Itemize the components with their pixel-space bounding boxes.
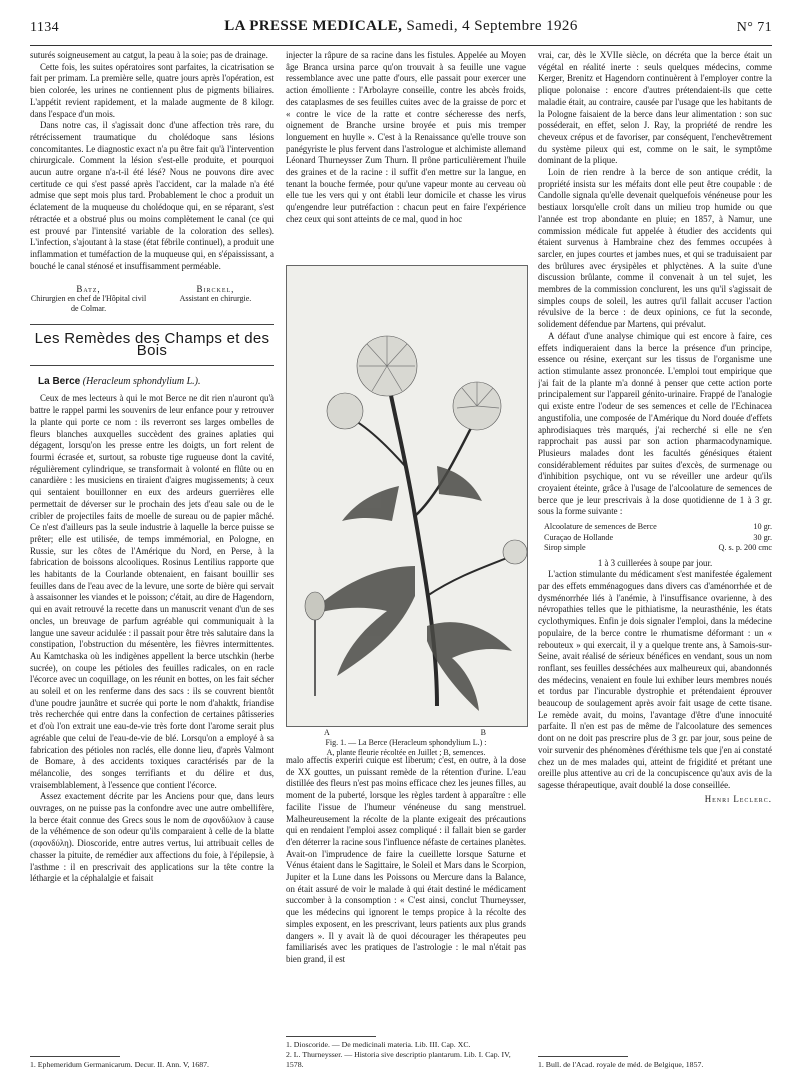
footnote-rule [30,1056,120,1057]
issue-date: Samedi, 4 Septembre 1926 [406,18,578,34]
signature-left [30,284,147,314]
section-rule [30,324,274,325]
paragraph: Ceux de mes lecteurs à qui le mot Berce ne dit rien n'auront qu'à battre le rappel parmi les souvenirs de leur enfance pour y retrouver la plante qui porte ce nom : ils reverront ses larges ombelles de fleurs blanches auxquelles succèdent des graines aplaties qui dégagent, lorsqu'on les presse entre les doigts, un fort relent de fourmi écrasée et, surtout, sa robuste tige rugueuse dont la cavité, régulièrement cylindrique, se transformait à volonté en flûte ou en canardière : les musiciens en tiraient d'aigres mugissements; à ceux qui sentaient bouillonner en eux des ardeurs guerrières elle permettait de déverser sur le prochain des jets d'eau sale ou de le cribler de projectiles faits de moelle de sureau ou de papier mâché. Ce n'est d'ailleurs pas la seule industrie à laquelle la berce puisse se prêter; elle est utilisée, de temps immémorial, en Pologne, en Russie, sur les côtes de l'Amérique du Nord, en Perse, à la fabrication de boissons alcooliques. Rosinus Lentilius rapporte que les habitants de la Courlande obtenaient, en faisant bouillir ses feuilles dans de l'eau avec de la levure, une sorte de bière qui servait à assaisonner les viandes et le poisson; c'était, au dire de Hagendorn, qui en avait retrouvé la recette dans un manuscrit venant d'un de ses oncles, un breuvage de parfum agréable qui communiquait à la langue une saveur acidulée : il passait pour être très salutaire dans la constipation, l'obstruction du mésentère, les fièvres intermittentes. Au Kamtchaska où les indigènes appellent la berce utschkin (herbe sucrée), on coupe les pétioles des feuilles radicales, on en racle l'écorce avec un coquillage, on les réunit en bottes, on les fait sécher au soleil et on les renferme dans des sacs : ils se couvrent bientôt d'une poudre jaunâtre et sucrée qui porte le nom d'ahaktk, friandise très recherchée qui entre dans la confection de certaines pâtisseries et d'où l'on extrait une eau-de-vie très forte dont l'arome serait plus agréable que celui de l'eau-de-vie de blé. Lorsqu'on a employé à sa fabrication des pétioles non raclés, elle donne lieu, d'après Valmont de Bomare, à des accidents toxiques caractérisés par de la mélancolie, des songes terrifiants et du délire et dus, vraisemblablement, à l'essence que contient l'écorce. [30,393,274,790]
footnote: 2. L. Thurneysser. — Historia sive descriptio plantarum. Lib. I. Cap. IV, 1578. [286,1050,511,1069]
prescription [544,522,772,554]
paragraph: malo affectis experiri cuique est liberum; c'est, en outre, à la dose de XX gouttes, un puissant remède de la rétention d'urine. L'eau distillée des fleurs n'est pas moins efficace chez les jeunes filles, au moment de la puberté, lorsque les règles tardent à apparaître : elle facilite l'issue de l'humeur vénéneuse du sang menstruel. Malheureusement la récolte de la plante exigeait des précautions qui en rendaient l'emploi assez compliqué : il fallait bien se garder d'en déterrer la racine sous l'influence néfaste de certaines planètes. Avait-on l'imprudence de faire la cueillette lorsque Saturne et Vénus étaient dans le Sagittaire, le Soleil et Mars dans le Scorpion, Jupiter et la Lune dans les Poissons ou Mercure dans la Balance, on était assuré de voir le malade à qui était destiné le médicament succomber à la consomption : « C'est ainsi, conclut Thurneysser, que les médecins qui ignorent le temps propice à la récolte des simples exposent, en les prescrivant, leurs patients aux plus grands dangers ». Il y avait là de quoi décourager les thérapeutes peu familiarisés avec les pratiques de l'astrologie : le mal n'était pas bien grand, il est [286,755,526,964]
plant-illustration [286,265,528,727]
signatures [30,284,274,314]
header-rule [30,45,772,46]
column-2-footnotes [286,1030,526,1070]
footnote-rule [286,1036,376,1037]
column-1-footnotes [30,1050,274,1070]
footnote: 1. Dioscoride. — De medicinali materia. Lib. III. Cap. XC. [286,1040,471,1049]
paragraph: Dans notre cas, il s'agissait donc d'une affection très rare, du rétrécissement traumatique du cholédoque sans lésions concomitantes. Le diagnostic exact n'a pu être fait qu'à l'intervention chirurgicale. Comment la lésion s'est-elle produite, et pourquoi aucun autre organe n'a-t-il été lésé? Nous ne pouvons dire avec certitude ce qui s'est passé après l'accident, car la malade n'a été admise que sept mois plus tard. Probablement le choc a produit un éclatement de la muqueuse du cholédoque qui, en se réparant, s'est rétractée et a obstrué plus ou moins complètement le canal (ce qui est prouvé par l'intensité variable de la coloration des selles). L'infection, s'ajoutant à la stase (état fébrile continuel), a produit une inflammation et tuméfaction de la muqueuse qui, en s'épaississant, a bouché le canal sténosé et insuffisamment perméable. [30,120,274,271]
column-2-top [286,50,526,260]
column-3 [538,50,772,1050]
paragraph: Cette fois, les suites opératoires sont parfaites, la cicatrisation se fait per primam. La première selle, quatre jours après l'opération, est bien colorée, les urines ne contiennent plus de pigments biliaires. L'appétit revient rapidement, et la malade augmente de 8 kilogr. dans l'espace d'un mois. [30,61,274,119]
article-author: Henri Leclerc. [704,793,772,804]
prescription-item: Alcoolature de semences de Berce [544,522,657,532]
signature-role: Assistant en chirurgie. [179,294,252,304]
prescription-row [544,522,772,533]
journal-title [30,18,772,35]
column-1 [30,50,274,1050]
paragraph: A défaut d'une analyse chimique qui est encore à faire, ces effets indiqueraient dans la berce la présence d'un principe, essence ou résine, exerçant sur les tissus de l'organisme une action stimulante assez prononcée. L'emploi tout empirique que j'ai fait de la plante m'a donné à penser que cette action porte principalement sur l'appareil génito-urinaire. Frappé de l'analogie qui existe entre l'odeur de ses semences et celle de l'Echinacea angustifolia, une composée de l'Amérique du Nord douée d'effets aphrodisiaques très marqués, j'ai recherché si elle ne s'en rapprochait pas aussi par son action pharmacodynamique. Plusieurs malades dont les facultés génésiques étaient considérablement réduites par suites d'excès, de surmenage ou d'inhibition psychique, ont vu se réveiller une ardeur qu'ils croyaient éteinte, grâce à l'usage de l'alcoolature de semences de berce que je leur prescrivais à la dose quotidienne de 1 à 3 gr. sous la forme suivante : [538,330,772,517]
signature-name: Birckel, [196,284,235,295]
paragraph: Loin de rien rendre à la berce de son antique crédit, la propriété insista sur les méfaits dont elle peut être coupable : de Candolle signala qu'elle devenait quelquefois vénéneuse pour les bestiaux lorsqu'elle croît dans un milieu trop humide ou que l'année est trop abondante en pluie; en 1857, à Namur, une commission médicale fut appelée à étudier des accidents qui étaient survenus à Hambraine chez des femmes occupées à sarcler, en jupes courtes et jambes nues, et qui se traduisaient par des brûlures avec érysipèles et phlyctènes. A la suite d'une discussion brûlante, comme il convenait à un tel sujet, les membres de la commission conclurent, les uns qu'il s'agissait de simples coups de soleil, les autres qu'il fallait accuser l'action révulsive de la berce : de deux opinions, ce fut la seconde, solidement défendue par Martens, qui prévalut. [538,167,772,330]
section-title: Les Remèdes des Champs et des Bois [34,330,270,360]
column-2-bottom [286,755,526,1025]
prescription-item: Curaçao de Hollande [544,532,614,542]
paragraph: Assez exactement décrite par les Anciens pour que, dans leurs ouvrages, on ne puisse pas la confondre avec une autre ombellifère, la berce était connue des Grecs sous le nom de σφονδύλιον à cause de la véhémence de son odeur qu'ils comparaient à celle de la blatte (σφονδύλη). Dioscoride, entre autres vertus, lui attribuait celles de chasser la pituite, de remédier aux affections du foie, à l'épilepsie, à l'asthme : il en prescrivait des applications sur la tête contre la léthargie et la céphalalgie et faisait [30,791,274,884]
footnote: 1. Bull. de l'Acad. royale de méd. de Belgique, 1857. [538,1060,704,1069]
paragraph: suturés soigneusement au catgut, la peau à la soie; pas de drainage. [30,50,268,60]
journal-name: LA PRESSE MEDICALE, [224,18,403,34]
footnote-rule [538,1056,628,1057]
figure-label-a: A [324,728,330,737]
prescription-row [544,533,772,544]
article-latin-name: (Heracleum sphondylium L.). [82,375,201,387]
signature-name: Batz, [76,284,101,295]
issue-number: N° 71 [736,20,772,35]
paragraph: L'action stimulante du médicament s'est manifestée également par des effets emménagogues dans divers cas d'aménorrhée et de dysménorrhée liés à l'anémie, à l'insuffisance ovarienne, à des névropathies telles que le pithiatisme, la neurasthénie, les états cyclothymiques. Enfin je dois signaler l'emploi, dans la médecine populaire, de la berce contre le rhumatisme déformant : un « reboutеux » qui exercait, il y a quelque trente ans, à Samois-sur-Seine, avait réalisé de sérieux bénéfices en vendant, sous un nom ronflant, ses feuilles desséchées aux malheureux qui, abandonnés des médecins, venaient en foule lui exhiber leurs membres noués et tordus par l'incurable dystrophie et prétendaient éprouver beaucoup de soulagement après avoir fait usage de cette tisane. Le remède avait, du moins, l'avantage d'être d'une innocuité parfaite. Il n'en est pas de même de l'alcoolature des semences dont on ne doit pas prescrire plus de 3 gr. par jour, sous peine de voir survenir des phénomènes d'éréthisme tels que j'en ai constaté chez un de mes malades qui, atteint de frigidité et prétant une oreille plus attentive au cri de la concupiscence qu'aux avis de la sagesse thérapeutique, avait doublé la dose conseillée. [538,569,772,790]
article-title: La Berce [38,375,81,387]
section-rule [30,365,274,366]
figure-caption [286,728,526,758]
prescription-qty: Q. s. p. 200 cmc [718,543,772,553]
column-3-footnotes [538,1050,772,1070]
prescription-item: Sirop simple [544,543,586,553]
figure-labels [286,728,526,738]
prescription-qty: 30 gr. [753,532,772,542]
page-number: 1134 [30,20,60,35]
prescription-row [544,543,772,554]
prescription-qty: 10 gr. [753,522,772,532]
dosage-line: 1 à 3 cuillerées à soupe par jour. [597,557,713,568]
article-heading [38,376,274,388]
running-header [30,18,772,42]
footnote: 1. Ephemeridum Germanicarum. Decur. II. Ann. V, 1687. [30,1060,210,1069]
paragraph: injecter la râpure de sa racine dans les fistules. Appelée au Moyen âge Branca ursina parce qu'on trouvait à sa feuille une vague ressemblance avec une patte d'ours, elle passait pour exercer une action émolliente : l'Arbolayre conseille, contre les abcès froids, des cataplasmes de ses feuilles cuites avec de la graisse de porc et « contre le vice de la ratte et contre sécheresse des nerfs, oignement de Branche ursine broyée et puis mis tremper longuement en huylle ». C'est à la Renaissance qu'elle trouve son panégyriste le plus fervent dans l'astrologue et alchimiste allemand Léonard Thurneysser Zum Thurn. Il prône particulièrement l'huile des graines et de la racine : il suffit d'en mettre sur la langue, en tenant la bouche fermée, pour qu'une vapeur monte au cerveau où elle tue les vers qui y ont établi leur domicile et chasse les virus qu'engendre leur putréfaction : chacun peut en faire l'expérience chez ceux qui sont atteints de ce mal, quod in hoc [286,50,526,224]
paragraph: vrai, car, dès le XVIIe siècle, on décréta que la berce était un végétal en réalité inerte : seuls quelques médecins, comme Kerger, Brenitz et Hagendorn continuèrent à l'employer contre la plique polonaise : encore d'autres prétendaient-ils que cette maladie était, au contraire, causée par l'usage que les habitants de la Pologne faisaient de la berce dans leur alimentation : son suc posséderait, en effet, selon J. Ray, la propriété de rendre les cheveux crépus et de favoriser, par conséquent, l'enchevêtrement du système pileux qui est, comme on le sait, le symptôme dominant de la plique. [538,50,772,166]
caption-line: Fig. 1. — La Berce (Heracleum sphondylium L.) : [325,738,487,747]
signature-role: Chirurgien en chef de l'Hôpital civil de Colmar. [30,294,147,314]
caption-line: A, plante fleurie récoltée en Juillet ; B, semences. [326,748,486,757]
signature-right [157,284,274,314]
figure-label-b: B [480,728,486,737]
hogweed-drawing [287,266,527,726]
